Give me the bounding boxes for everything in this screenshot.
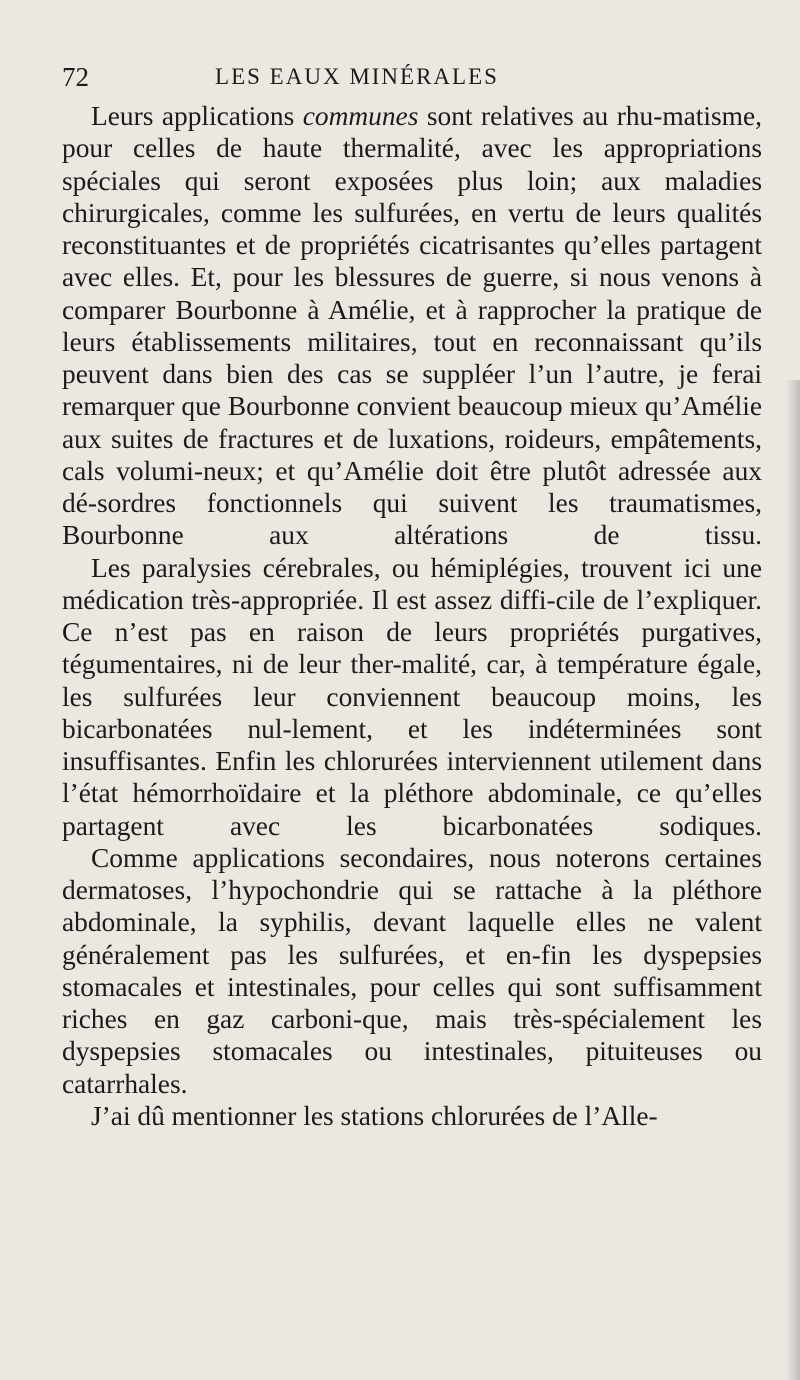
page-edge-shadow: [786, 380, 800, 1380]
paragraph-1-lead: Leurs applications: [91, 101, 303, 131]
running-title: LES EAUX MINÉRALES: [215, 64, 499, 89]
paragraph-1-rest: sont relatives au rhu-matisme, pour celles de haute thermalité, avec les appropriations spéciales qui seront exposées plus loin; aux maladies chirurgicales, comme les sulfurées, en vertu de leurs qualités reconstituantes et de propriétés cicatrisantes qu’elles partagent avec elles. Et, pour les blessures de guerre, si nous venons à comparer Bourbonne à Amélie, et à rapprocher la pratique de leurs établissements militaires, tout en reconnaissant qu’ils peuvent dans bien des cas se suppléer l’un l’autre, je ferai remarquer que Bourbonne convient beaucoup mieux qu’Amélie aux suites de fractures et de luxations, roideurs, empâtements, cals volumi-neux; et qu’Amélie doit être plutôt adressée aux dé-sordres fonctionnels qui suivent les traumatismes, Bourbonne aux altérations de tissu.: [62, 101, 762, 551]
page-number: 72: [62, 62, 89, 92]
emphasis-communes: communes: [302, 101, 419, 131]
body-text: [62, 100, 762, 1132]
paragraph-stations-chlorurees: J’ai dû mentionner les stations chlorurées de l’Alle-: [91, 1100, 658, 1131]
paragraph-applications-communes: [62, 100, 762, 552]
paragraph-applications-secondaires: Comme applications secondaires, nous noterons certaines dermatoses, l’hypochondrie qui se rattache à la pléthore abdominale, la syphilis, devant laquelle elles ne valent généralement pas les sulfurées, et en-fin les dyspepsies stomacales et intestinales, pour celles qui sont suffisamment riches en gaz carboni-que, mais très-spécialement les dyspepsies stomacales ou intestinales, pituiteuses ou catarrhales.: [62, 842, 762, 1099]
paragraph-paralysies: Les paralysies cérebrales, ou hémiplégies, trouvent ici une médication très-appropriée. Il est assez diffi-cile de l’expliquer. Ce n’est pas en raison de leurs propriétés purgatives, tégumentaires, ni de leur ther-malité, car, à température égale, les sulfurées leur conviennent beaucoup moins, les bicarbonatées nul-lement, et les indéterminées sont insuffisantes. Enfin les chlorurées interviennent utilement dans l’état hémorrhoïdaire et la pléthore abdominale, ce qu’elles partagent avec les bicarbonatées sodiques.: [62, 552, 762, 841]
